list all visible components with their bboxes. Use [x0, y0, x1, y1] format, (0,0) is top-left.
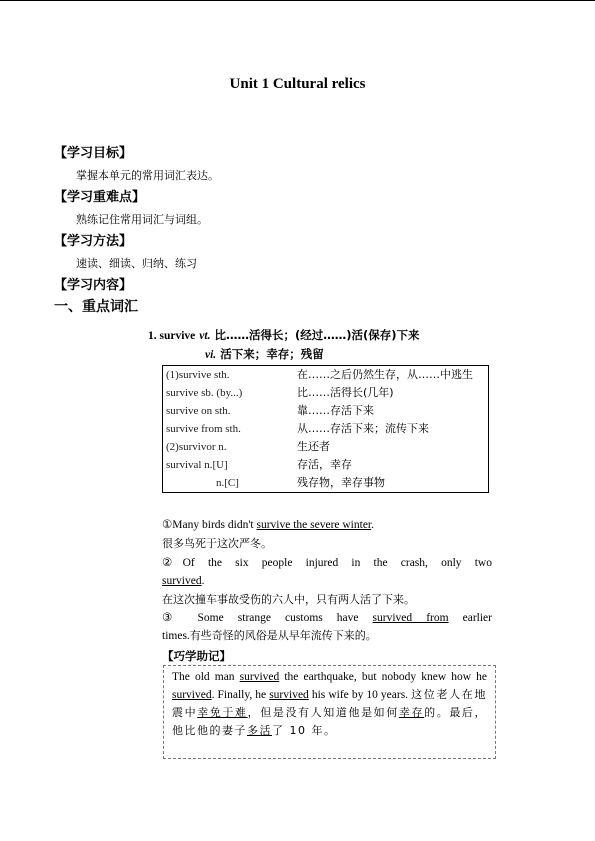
section-heading-methods: 【学习方法】 [54, 234, 133, 249]
usage-en: (2)survivor n. [166, 441, 227, 453]
part-heading: 一、重点词汇 [54, 299, 138, 315]
usage-row [163, 402, 489, 420]
example-1-text: ①Many birds didn't [162, 519, 257, 531]
section-heading-difficulties: 【学习重难点】 [54, 190, 146, 205]
word-entry-line2 [205, 346, 324, 362]
tip-text: his wife by 10 years. [308, 689, 412, 701]
usage-en: survive from sth. [166, 423, 241, 435]
usage-en: n.[C] [216, 477, 239, 489]
tip-cn-underlined: 幸存 [398, 706, 425, 719]
tip-cn-underlined: 幸免于难 [197, 706, 248, 719]
tip-cn-underlined: 多活 [247, 724, 272, 737]
tip-text: the earthquake, but nobody knew how he [279, 671, 487, 683]
section-heading-content: 【学习内容】 [54, 278, 133, 293]
section-body-goals: 掌握本单元的常用词汇表达。 [76, 169, 219, 182]
usage-cn: 靠……存活下来 [297, 404, 374, 417]
section-body-difficulties: 熟练记住常用词汇与词组。 [76, 213, 208, 226]
tip-cn-text: 这位老人在地震中 [172, 688, 487, 719]
word-pos-vt: vt. [199, 330, 211, 342]
word-meaning-vi: 活下来；幸存；残留 [220, 347, 324, 361]
word-meaning-vt: 比……活得长；(经过……)活(保存)下来 [214, 328, 420, 342]
example-1 [162, 516, 492, 534]
top-rule [0, 0, 595, 1]
example-3-times: times. [162, 630, 190, 642]
example-2-translation: 在这次撞车事故受伤的六人中，只有两人活了下来。 [162, 593, 415, 606]
usage-en: survival n.[U] [166, 459, 228, 471]
example-2-end: . [201, 575, 205, 587]
section-heading-goals: 【学习目标】 [54, 146, 133, 161]
usage-en: survive on sth. [166, 405, 231, 417]
usage-row [163, 366, 489, 385]
example-3-end: earlier [448, 612, 492, 624]
word-headword: 1. survive [148, 330, 196, 342]
example-3-translation: 有些奇怪的风俗是从早年流传下来的。 [189, 629, 377, 642]
usage-cn: 从……存活下来；流传下来 [297, 422, 429, 435]
tip-heading: 【巧学助记】 [162, 649, 231, 663]
tip-underlined: survived [239, 671, 280, 683]
usage-table [162, 365, 489, 493]
usage-row [163, 384, 489, 402]
usage-cn: 比……活得长(几年) [297, 386, 394, 399]
tip-underlined: survived [172, 689, 212, 701]
example-1-underlined: survive the severe winter [256, 519, 372, 531]
usage-row [163, 420, 489, 438]
page-title: Unit 1 Cultural relics [229, 76, 366, 92]
word-pos-vi: vi. [205, 349, 217, 361]
usage-row [163, 438, 489, 456]
tip-cn-text: ，但是没有人知道他是如何 [247, 706, 399, 719]
example-1-translation: 很多鸟死于这次严冬。 [162, 537, 272, 550]
example-2: ②Of the six people injured in the crash, only two [162, 557, 492, 569]
tip-cn-text: 了 10 年。 [272, 724, 337, 737]
usage-en: (1)survive sth. [166, 369, 230, 381]
tip-underlined: survived [269, 689, 309, 701]
tip-cn-text: 的。最后，他比他的妻子 [172, 706, 488, 737]
example-2-cont [162, 572, 492, 590]
example-3-text: ③ Some strange customs have [162, 612, 373, 624]
usage-cn: 生还者 [297, 440, 330, 453]
section-body-methods: 速读、细读、归纳、练习 [76, 257, 197, 270]
example-3 [162, 609, 492, 627]
word-entry-line1 [148, 327, 420, 343]
example-1-end: . [371, 519, 374, 531]
usage-cn: 在……之后仍然生存，从……中逃生 [297, 368, 473, 381]
usage-row [163, 456, 489, 474]
example-3-underlined: survived from [372, 612, 449, 624]
example-3-cont [162, 627, 492, 645]
usage-row [163, 474, 489, 493]
tip-box [163, 665, 496, 759]
example-2-underlined: survived [162, 575, 202, 587]
tip-text: The old man [172, 671, 240, 683]
usage-en-indented [163, 474, 295, 493]
usage-cn: 残存物，幸存事物 [297, 476, 385, 489]
usage-cn: 存活，幸存 [297, 458, 352, 471]
tip-text: . Finally, he [211, 689, 270, 701]
usage-en: survive sb. (by...) [166, 387, 243, 399]
